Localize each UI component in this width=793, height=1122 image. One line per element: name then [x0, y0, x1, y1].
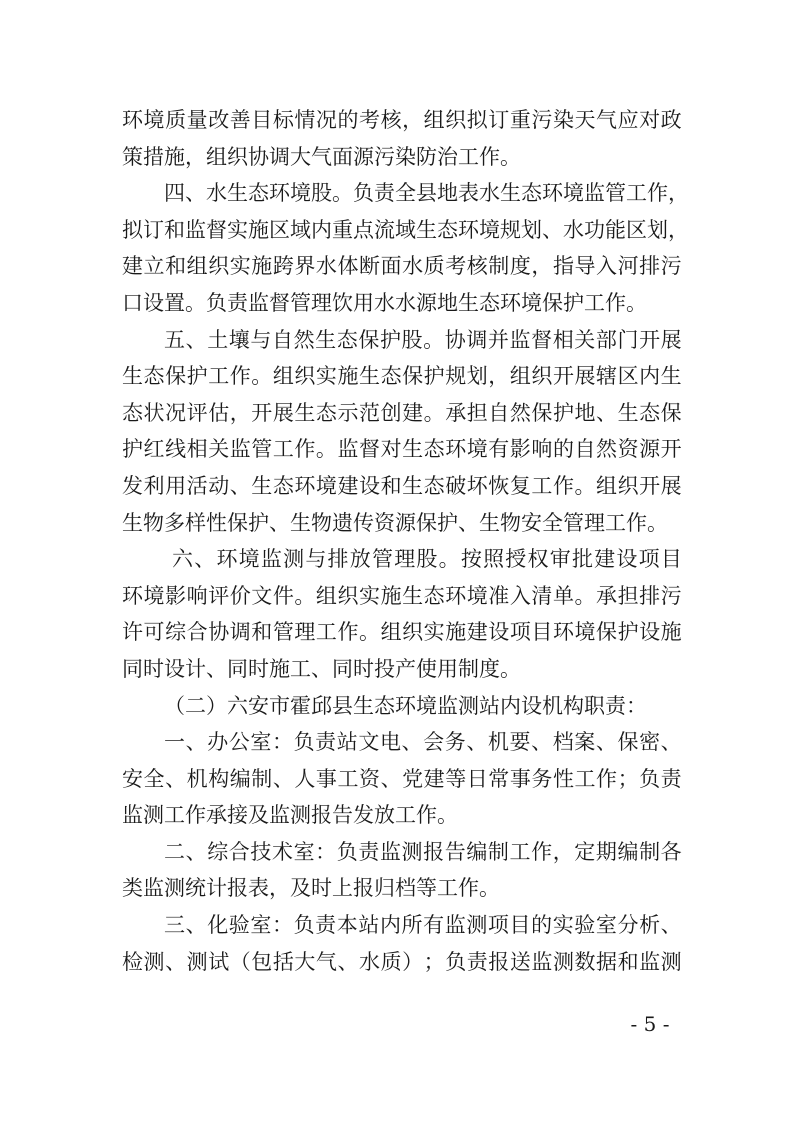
text-line: 拟 订 和 监 督 实 施 区 域 内 重 点 流 域 生 态 环 境 规 划 、 水 功 能 区 划 ， — [122, 217, 689, 242]
text-line: 三 、 化 验 室 ： 负 责 本 站 内 所 有 监 测 项 目 的 实 验 室 分 析 、 — [164, 913, 682, 938]
text-line: 发 利 用 活 动 、 生 态 环 境 建 设 和 生 态 破 坏 恢 复 工 作 。 组 织 开 展 — [122, 473, 682, 498]
page-number: - 5 - — [630, 1012, 670, 1036]
text-line: 生物多样性保护、生物遗传资源保护、生物安全管理工作。 — [122, 510, 668, 535]
text-line: 同时设计、同时施工、同时投产使用制度。 — [122, 656, 521, 681]
text-line: 五 、 土 壤 与 自 然 生 态 保 护 股 。 协 调 并 监 督 相 关 部 门 开 展 — [164, 327, 682, 352]
text-line: （二）六安市霍邱县生态环境监测站内设机构职责： — [164, 693, 647, 718]
text-line: 检 测 、 测 试 （ 包 括 大 气 、 水 质 ） ； 负 责 报 送 监 测 数 据 和 监 测 — [122, 949, 682, 974]
document-body — [122, 102, 689, 980]
text-line: 环 境 影 响 评 价 文 件 。 组 织 实 施 生 态 环 境 准 入 清 单 。 承 担 排 污 — [122, 583, 682, 608]
text-line: 建 立 和 组 织 实 施 跨 界 水 体 断 面 水 质 考 核 制 度 ， 指 导 入 河 排 污 — [122, 254, 682, 279]
text-line: 态 状 况 评 估 ， 开 展 生 态 示 范 创 建 。 承 担 自 然 保 护 地 、 生 态 保 — [122, 400, 682, 425]
text-line: 许 可 综 合 协 调 和 管 理 工 作 。 组 织 实 施 建 设 项 目 环 境 保 护 设 施 — [122, 620, 682, 645]
text-line: 一 、 办 公 室 ： 负 责 站 文 电 、 会 务 、 机 要 、 档 案 、 保 密 、 — [164, 730, 682, 755]
text-line: 护 红 线 相 关 监 管 工 作 。 监 督 对 生 态 环 境 有 影 响 的 自 然 资 源 开 — [122, 437, 682, 462]
text-line: 口设置。负责监督管理饮用水水源地生态环境保护工作。 — [122, 290, 647, 315]
text-line: 生 态 保 护 工 作 。 组 织 实 施 生 态 保 护 规 划 ， 组 织 开 展 辖 区 内 生 — [122, 364, 682, 389]
text-line: 六 、 环 境 监 测 与 排 放 管 理 股 。 按 照 授 权 审 批 建 设 项 目 — [172, 547, 682, 572]
text-line: 二 、 综 合 技 术 室 ： 负 责 监 测 报 告 编 制 工 作 ， 定 期 编 制 各 — [164, 839, 682, 864]
text-line: 策措施，组织协调大气面源污染防治工作。 — [122, 144, 521, 169]
text-line: 安 全 、 机 构 编 制 、 人 事 工 资 、 党 建 等 日 常 事 务 性 工 作 ； 负 责 — [122, 766, 682, 791]
text-line: 监测工作承接及监测报告发放工作。 — [122, 803, 458, 828]
text-line: 环 境 质 量 改 善 目 标 情 况 的 考 核 ， 组 织 拟 订 重 污 染 天 气 应 对 政 — [122, 108, 682, 132]
text-line: 四 、 水 生 态 环 境 股 。 负 责 全 县 地 表 水 生 态 环 境 监 管 工 作 ， — [164, 181, 689, 206]
text-line: 类监测统计报表，及时上报归档等工作。 — [122, 876, 500, 901]
